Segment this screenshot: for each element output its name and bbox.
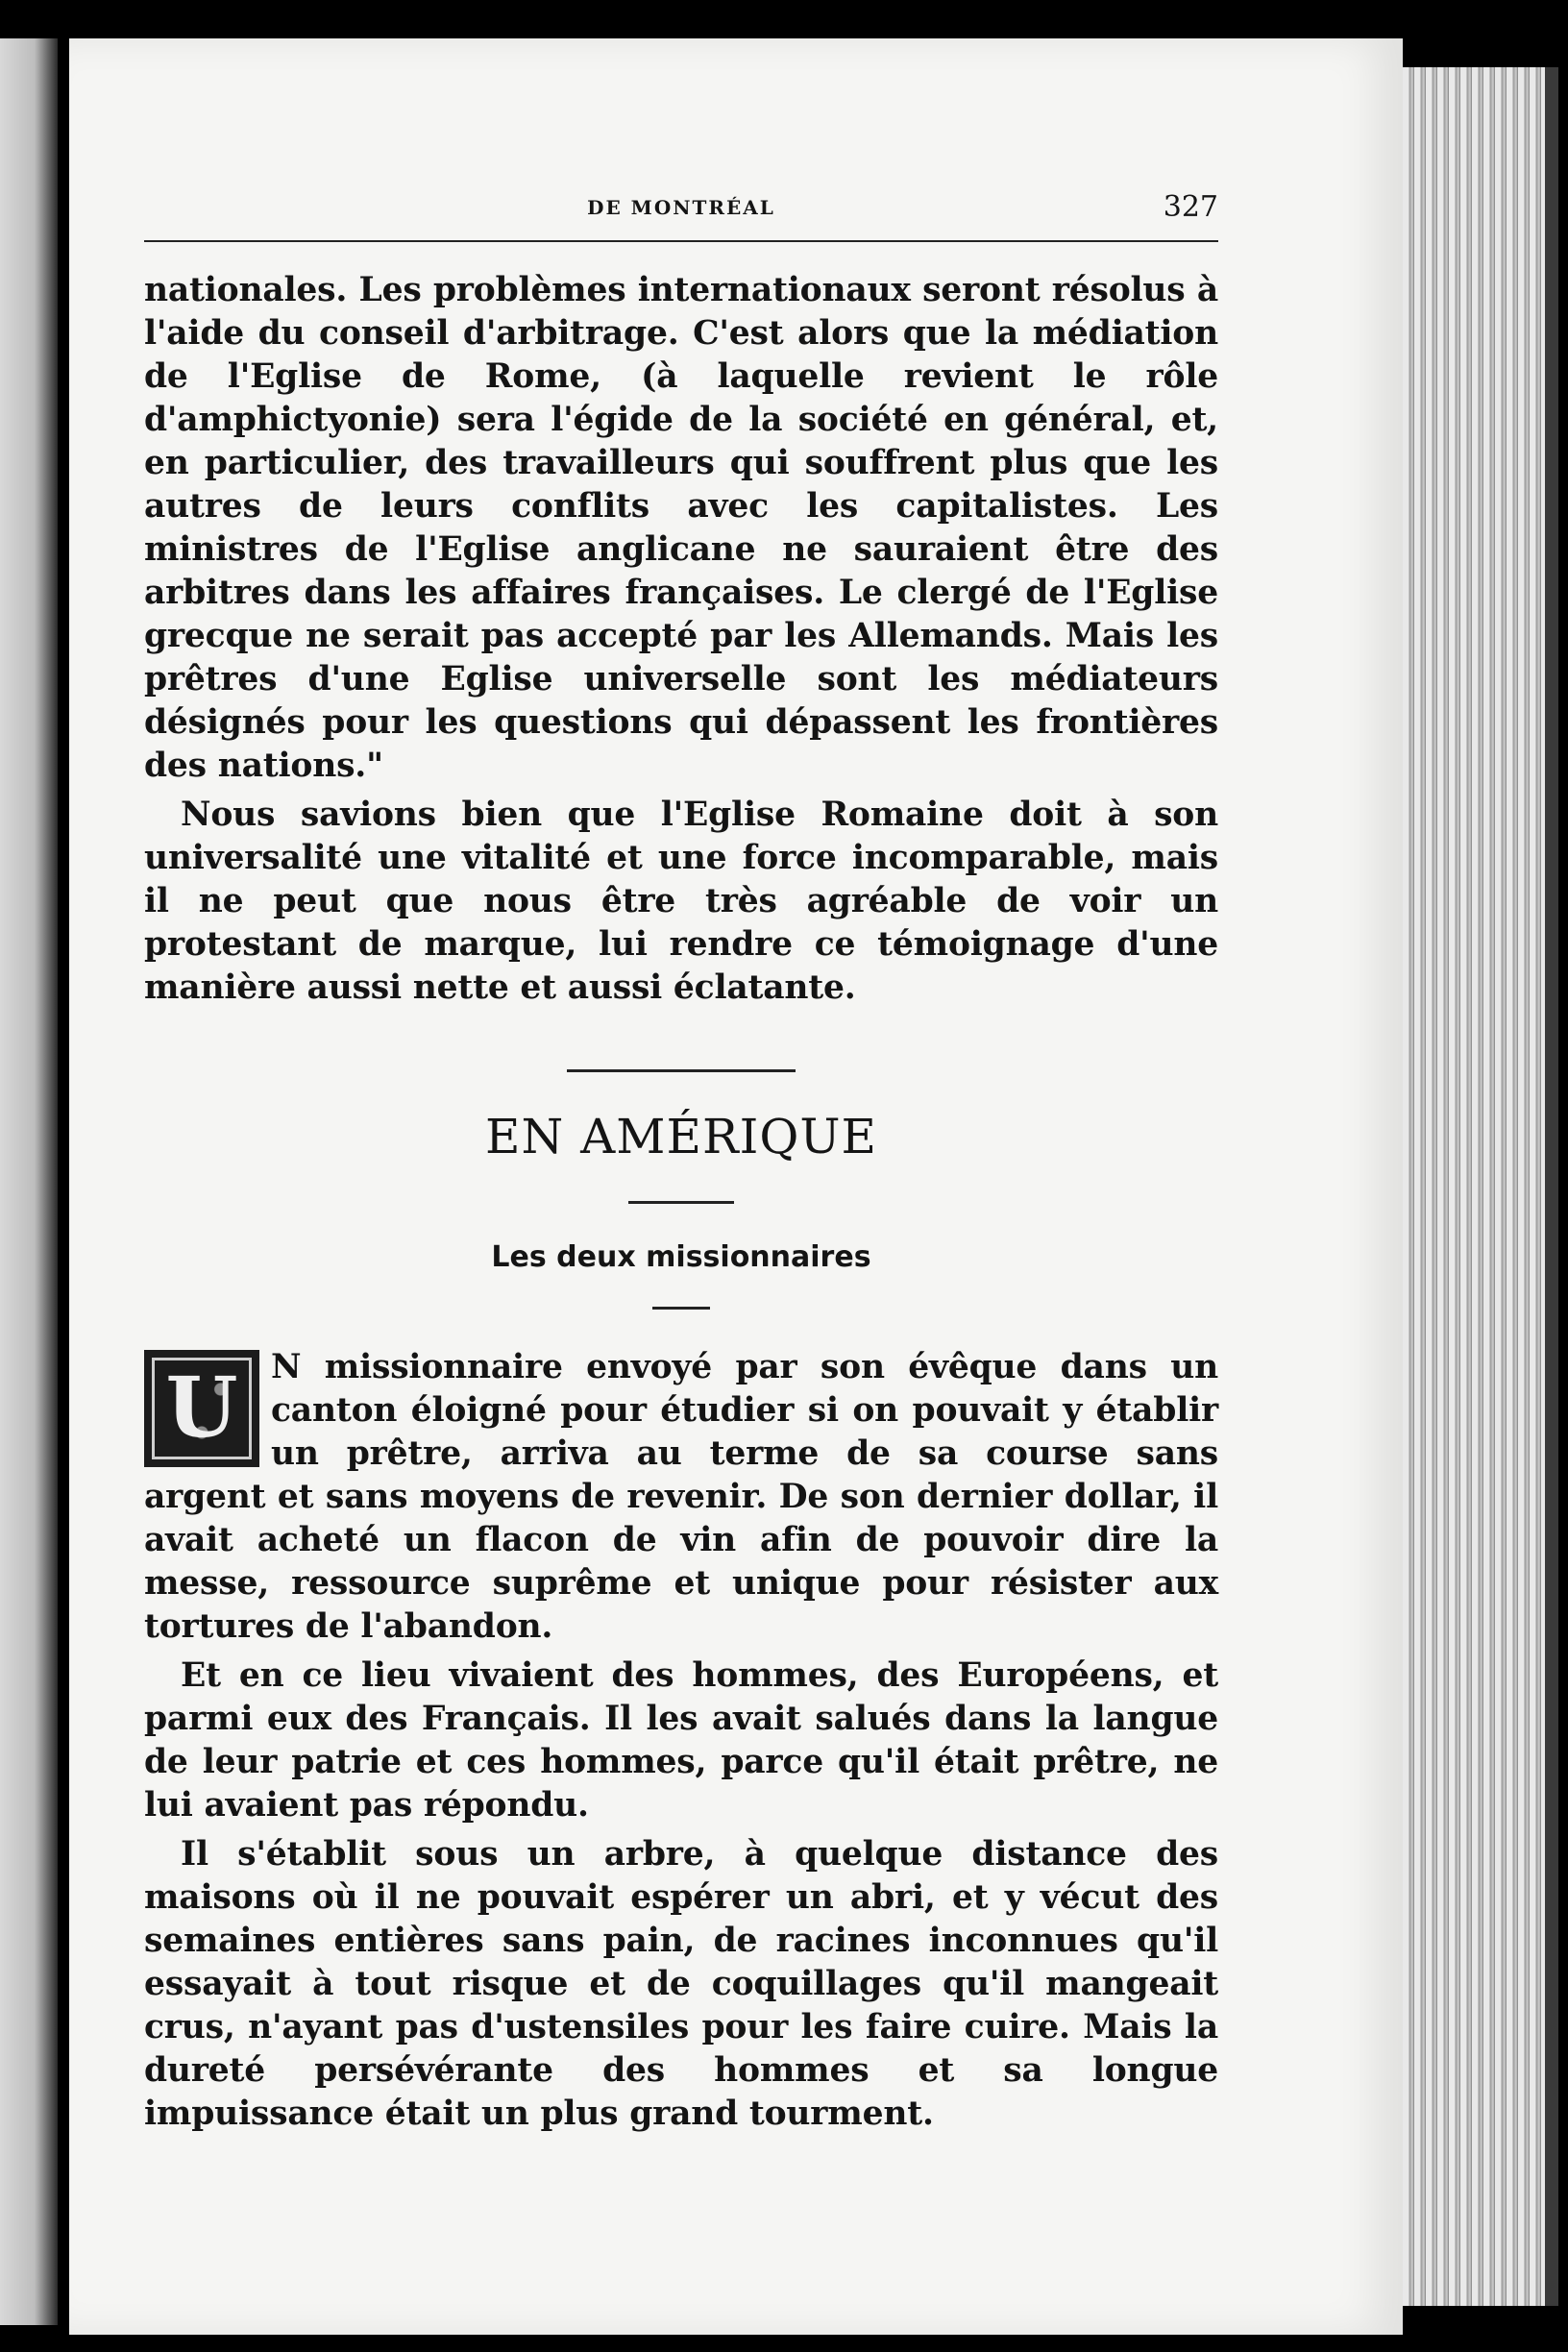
story [144,1346,1218,2136]
subtitle-divider [652,1307,710,1310]
subsection-title: Les deux missionnaires [491,1240,871,1274]
section-title: EN AMÉRIQUE [485,1109,877,1164]
page-content [144,183,1218,2136]
paragraph-commentary: Nous savions bien que l'Eglise Romaine doit à son universalité une vitalité et une force incomparable, mais il ne peut que nous être très agréable de voir un protestant de marque, lui rendre ce témoignage d'une manière aussi nette et aussi éclatante. [144,796,1218,1007]
story-paragraph-3: Il s'établit sous un arbre, à quelque distance des maisons où il ne pouvait espérer un abri, et y vécut des semaines entières sans pain, de racines inconnues qu'il essayait à tout risque et de coquillages qu'il mangeait crus, n'ayant pas d'ustensiles pour les faire cuire. Mais la dureté persévérante des hommes et sa longue impuissance était un plus grand tourment. [144,1835,1218,2133]
running-head [144,183,1218,242]
running-title: DE MONTRÉAL [587,196,775,219]
section-divider [567,1069,796,1072]
page-stack-edge [1403,67,1547,2306]
dropcap-letter: U [165,1360,238,1457]
page-number: 327 [1163,190,1218,224]
ornamental-dropcap [144,1350,259,1467]
title-divider [628,1201,734,1204]
story-paragraph-1: N missionnaire envoyé par son évêque dans un canton éloigné pour étudier si on pouvait y établir un prêtre, arriva au terme de sa course sans argent et sans moyens de revenir. De son dernier dollar, il avait acheté un flacon de vin afin de pouvoir dire la messe, ressource suprême et unique pour résister aux tortures de l'abandon. [144,1348,1218,1646]
paragraph-continued: nationales. Les problèmes internationaux seront résolus à l'aide du conseil d'arbitrage. C'est alors que la médiation de l'Eglise de Rome, (à laquelle revient le rôle d'amphictyonie) sera l'égide de la société en général, et, en particulier, des travailleurs qui souffrent plus que les autres de leurs conflits avec les capitalistes. Les ministres de l'Eglise anglicane ne sauraient être des arbitres dans les affaires françaises. Le clergé de l'Eglise grecque ne serait pas accepté par les Allemands. Mais les prêtres d'une Eglise universelle sont les médiateurs désignés pour les questions qui dépassent les frontières des nations." [144,271,1218,785]
story-paragraph-2: Et en ce lieu vivaient des hommes, des Européens, et parmi eux des Français. Il les avait salués dans la langue de leur patrie et ces hommes, parce qu'il était prêtre, ne lui avaient pas répondu. [144,1656,1218,1825]
left-page-edge [0,38,58,2325]
